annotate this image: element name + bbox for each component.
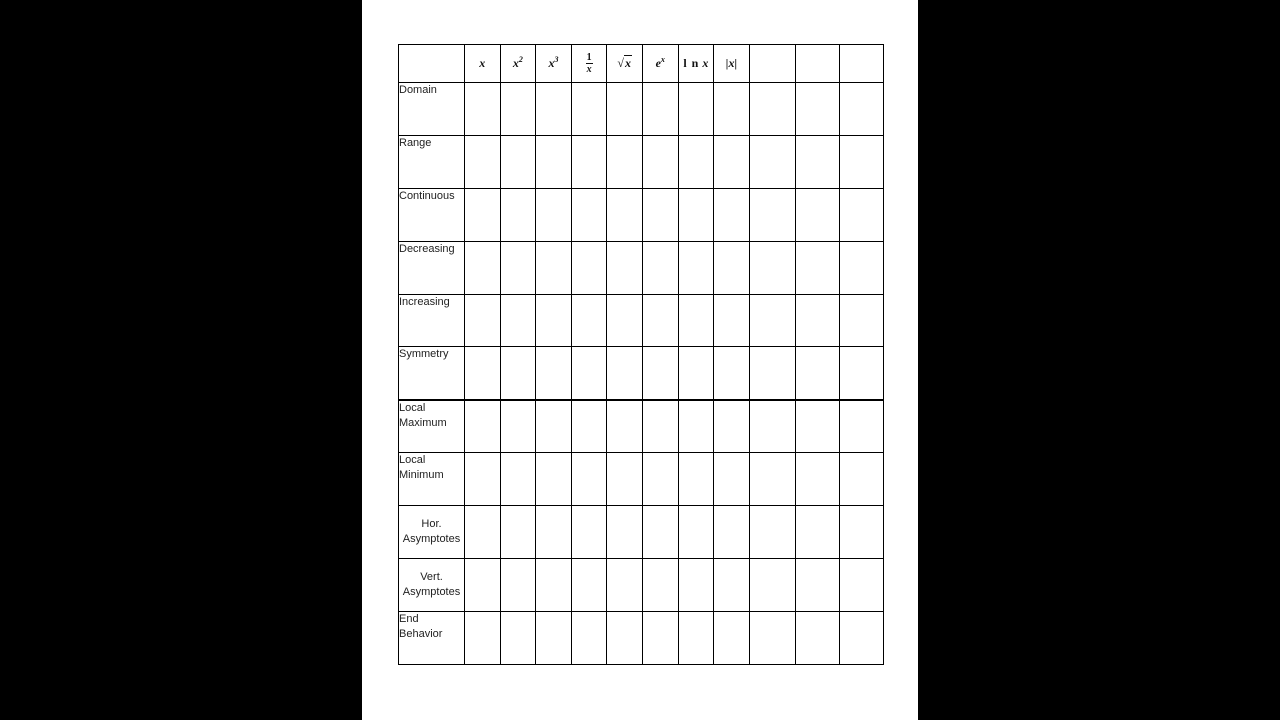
table-cell[interactable] bbox=[607, 559, 643, 612]
table-cell[interactable] bbox=[500, 188, 536, 241]
table-cell[interactable] bbox=[571, 611, 607, 664]
table-row bbox=[399, 347, 884, 400]
table-cell[interactable] bbox=[749, 559, 795, 612]
row-label-text: Decreasing bbox=[399, 242, 455, 255]
table-row bbox=[399, 559, 884, 612]
table-cell[interactable] bbox=[714, 83, 750, 136]
table-cell[interactable] bbox=[749, 294, 795, 347]
fn-exp-base: e bbox=[655, 56, 661, 70]
table-cell[interactable] bbox=[607, 611, 643, 664]
table-cell[interactable] bbox=[749, 241, 795, 294]
table-cell[interactable] bbox=[500, 135, 536, 188]
table-cell[interactable] bbox=[839, 611, 883, 664]
table-cell[interactable] bbox=[714, 611, 750, 664]
fn-exp-exp: x bbox=[660, 55, 665, 64]
row-label-increasing bbox=[399, 294, 465, 347]
row-label-text: Local bbox=[399, 454, 426, 467]
row-label-text: Range bbox=[399, 136, 432, 149]
fn-x-squared-base: x bbox=[512, 56, 519, 70]
parent-functions-table bbox=[398, 44, 884, 665]
table-cell[interactable] bbox=[678, 400, 714, 453]
table-cell[interactable] bbox=[500, 241, 536, 294]
table-cell[interactable] bbox=[839, 506, 883, 559]
table-cell[interactable] bbox=[536, 611, 572, 664]
fn-sqrt-arg: x bbox=[624, 56, 631, 70]
table-cell[interactable] bbox=[795, 506, 839, 559]
column-header-reciprocal bbox=[571, 45, 607, 83]
header-row bbox=[399, 45, 884, 83]
table-cell[interactable] bbox=[571, 559, 607, 612]
table-cell[interactable] bbox=[465, 506, 501, 559]
table-cell[interactable] bbox=[749, 453, 795, 506]
table-cell[interactable] bbox=[500, 453, 536, 506]
row-label-text: Hor. bbox=[421, 518, 442, 531]
table-cell[interactable] bbox=[678, 347, 714, 400]
row-label-text: Behavior bbox=[399, 627, 443, 640]
table-cell[interactable] bbox=[714, 188, 750, 241]
table-cell[interactable] bbox=[749, 83, 795, 136]
table-row bbox=[399, 294, 884, 347]
row-label-vert-asymptotes bbox=[399, 559, 465, 612]
table-cell[interactable] bbox=[839, 400, 883, 453]
column-header-x bbox=[465, 45, 501, 83]
table-cell[interactable] bbox=[642, 83, 678, 136]
row-label-text: Local bbox=[399, 401, 426, 414]
table-cell[interactable] bbox=[678, 506, 714, 559]
row-label-local-minimum bbox=[399, 453, 465, 506]
table-cell[interactable] bbox=[536, 294, 572, 347]
table-cell[interactable] bbox=[571, 347, 607, 400]
table-cell[interactable] bbox=[571, 294, 607, 347]
row-label-text: Asymptotes bbox=[402, 585, 461, 598]
table-cell[interactable] bbox=[795, 559, 839, 612]
table-row bbox=[399, 241, 884, 294]
table-cell[interactable] bbox=[607, 506, 643, 559]
table-cell[interactable] bbox=[749, 188, 795, 241]
table-cell[interactable] bbox=[839, 453, 883, 506]
table-cell[interactable] bbox=[749, 611, 795, 664]
table-cell[interactable] bbox=[536, 135, 572, 188]
table-cell[interactable] bbox=[465, 611, 501, 664]
table-cell[interactable] bbox=[795, 135, 839, 188]
table-cell[interactable] bbox=[795, 347, 839, 400]
table-cell[interactable] bbox=[536, 241, 572, 294]
column-header-blank-3 bbox=[839, 45, 883, 83]
table-cell[interactable] bbox=[795, 453, 839, 506]
table-cell[interactable] bbox=[714, 453, 750, 506]
table-cell[interactable] bbox=[714, 506, 750, 559]
table-cell[interactable] bbox=[839, 83, 883, 136]
table-row bbox=[399, 506, 884, 559]
table-cell[interactable] bbox=[714, 400, 750, 453]
row-label-range bbox=[399, 135, 465, 188]
row-label-local-maximum bbox=[399, 400, 465, 453]
row-label-end-behavior bbox=[399, 611, 465, 664]
table-cell[interactable] bbox=[795, 294, 839, 347]
table-cell[interactable] bbox=[839, 135, 883, 188]
table-cell[interactable] bbox=[536, 188, 572, 241]
row-label-text: Domain bbox=[399, 84, 437, 96]
table-cell[interactable] bbox=[536, 453, 572, 506]
table-cell[interactable] bbox=[795, 241, 839, 294]
fn-ln-name: l n bbox=[683, 56, 700, 70]
row-label-text: Increasing bbox=[399, 295, 450, 308]
table-cell[interactable] bbox=[607, 400, 643, 453]
table-cell[interactable] bbox=[607, 453, 643, 506]
fn-x-label: x bbox=[479, 56, 486, 70]
table-cell[interactable] bbox=[678, 241, 714, 294]
table-cell[interactable] bbox=[607, 241, 643, 294]
column-header-sqrt bbox=[607, 45, 643, 83]
table-row bbox=[399, 611, 884, 664]
table-cell[interactable] bbox=[642, 241, 678, 294]
table-cell[interactable] bbox=[678, 453, 714, 506]
row-label-text: End bbox=[399, 612, 419, 625]
table-cell[interactable] bbox=[607, 135, 643, 188]
table-cell[interactable] bbox=[714, 241, 750, 294]
table-cell[interactable] bbox=[839, 347, 883, 400]
table-cell[interactable] bbox=[465, 453, 501, 506]
column-header-blank-2 bbox=[795, 45, 839, 83]
table-cell[interactable] bbox=[642, 188, 678, 241]
table-cell[interactable] bbox=[571, 400, 607, 453]
table-cell[interactable] bbox=[642, 135, 678, 188]
table-cell[interactable] bbox=[500, 83, 536, 136]
table-cell[interactable] bbox=[571, 188, 607, 241]
table-cell[interactable] bbox=[714, 135, 750, 188]
table-cell[interactable] bbox=[642, 611, 678, 664]
table-cell[interactable] bbox=[465, 135, 501, 188]
table-cell[interactable] bbox=[714, 347, 750, 400]
table-cell[interactable] bbox=[839, 559, 883, 612]
row-label-text: Maximum bbox=[399, 416, 447, 429]
fn-ln-arg: x bbox=[702, 56, 709, 70]
table-cell[interactable] bbox=[571, 135, 607, 188]
table-cell[interactable] bbox=[678, 188, 714, 241]
table-cell[interactable] bbox=[795, 400, 839, 453]
column-header-abs bbox=[714, 45, 750, 83]
table-cell[interactable] bbox=[536, 506, 572, 559]
row-label-text: Vert. bbox=[420, 570, 443, 583]
table-cell[interactable] bbox=[465, 559, 501, 612]
table-cell[interactable] bbox=[607, 294, 643, 347]
table-cell[interactable] bbox=[500, 294, 536, 347]
table-cell[interactable] bbox=[642, 294, 678, 347]
row-label-hor-asymptotes bbox=[399, 506, 465, 559]
table-cell[interactable] bbox=[642, 506, 678, 559]
table-cell[interactable] bbox=[795, 83, 839, 136]
row-label-text: Asymptotes bbox=[402, 533, 461, 546]
column-header-x-squared bbox=[500, 45, 536, 83]
table-row bbox=[399, 400, 884, 453]
row-label-domain bbox=[399, 83, 465, 136]
table-cell[interactable] bbox=[795, 611, 839, 664]
table-cell[interactable] bbox=[607, 347, 643, 400]
row-label-decreasing bbox=[399, 241, 465, 294]
table-row bbox=[399, 135, 884, 188]
table-cell[interactable] bbox=[839, 241, 883, 294]
table-cell[interactable] bbox=[749, 400, 795, 453]
table-cell[interactable] bbox=[642, 400, 678, 453]
fn-x-cubed-exp: 3 bbox=[554, 55, 559, 64]
table-cell[interactable] bbox=[571, 506, 607, 559]
table-cell[interactable] bbox=[678, 294, 714, 347]
table-cell[interactable] bbox=[839, 294, 883, 347]
table-cell[interactable] bbox=[536, 83, 572, 136]
table-cell[interactable] bbox=[465, 83, 501, 136]
fn-reciprocal-fraction bbox=[586, 52, 593, 75]
table-cell[interactable] bbox=[678, 559, 714, 612]
table-cell[interactable] bbox=[607, 188, 643, 241]
table-row bbox=[399, 453, 884, 506]
table-cell[interactable] bbox=[500, 347, 536, 400]
table-cell[interactable] bbox=[500, 611, 536, 664]
fn-x-squared-exp: 2 bbox=[518, 55, 523, 64]
table-cell[interactable] bbox=[749, 347, 795, 400]
column-header-exponential bbox=[642, 45, 678, 83]
table-cell[interactable] bbox=[571, 453, 607, 506]
table-cell[interactable] bbox=[465, 241, 501, 294]
table-cell[interactable] bbox=[678, 135, 714, 188]
table-cell[interactable] bbox=[714, 294, 750, 347]
table-cell[interactable] bbox=[536, 400, 572, 453]
row-label-symmetry bbox=[399, 347, 465, 400]
radical-icon: √ bbox=[617, 56, 624, 70]
fn-abs-label: |x| bbox=[725, 56, 738, 70]
column-header-ln bbox=[678, 45, 714, 83]
table-row bbox=[399, 83, 884, 136]
table-cell[interactable] bbox=[536, 347, 572, 400]
table-cell[interactable] bbox=[571, 241, 607, 294]
fn-reciprocal-numerator: 1 bbox=[586, 51, 592, 63]
table-cell[interactable] bbox=[678, 611, 714, 664]
table-cell[interactable] bbox=[500, 559, 536, 612]
row-label-text: Symmetry bbox=[399, 348, 449, 361]
table-cell[interactable] bbox=[714, 559, 750, 612]
table-cell[interactable] bbox=[500, 506, 536, 559]
corner-cell bbox=[399, 45, 465, 83]
table-cell[interactable] bbox=[749, 506, 795, 559]
row-label-text: Minimum bbox=[399, 469, 444, 482]
table-cell[interactable] bbox=[795, 188, 839, 241]
column-header-x-cubed bbox=[536, 45, 572, 83]
table-cell[interactable] bbox=[642, 559, 678, 612]
table-cell[interactable] bbox=[465, 188, 501, 241]
table-cell[interactable] bbox=[465, 400, 501, 453]
table-cell[interactable] bbox=[536, 559, 572, 612]
table-cell[interactable] bbox=[500, 400, 536, 453]
fn-reciprocal-denominator: x bbox=[586, 63, 592, 75]
table-cell[interactable] bbox=[642, 347, 678, 400]
row-label-continuous bbox=[399, 188, 465, 241]
table-row bbox=[399, 188, 884, 241]
table-cell[interactable] bbox=[465, 294, 501, 347]
table-cell[interactable] bbox=[571, 83, 607, 136]
table-cell[interactable] bbox=[607, 83, 643, 136]
column-header-blank-1 bbox=[749, 45, 795, 83]
table-cell[interactable] bbox=[749, 135, 795, 188]
table-cell[interactable] bbox=[642, 453, 678, 506]
row-label-text: Continuous bbox=[399, 189, 455, 202]
table-cell[interactable] bbox=[678, 83, 714, 136]
document-page bbox=[362, 0, 918, 720]
fn-x-cubed-base: x bbox=[548, 56, 555, 70]
table-cell[interactable] bbox=[839, 188, 883, 241]
table-cell[interactable] bbox=[465, 347, 501, 400]
